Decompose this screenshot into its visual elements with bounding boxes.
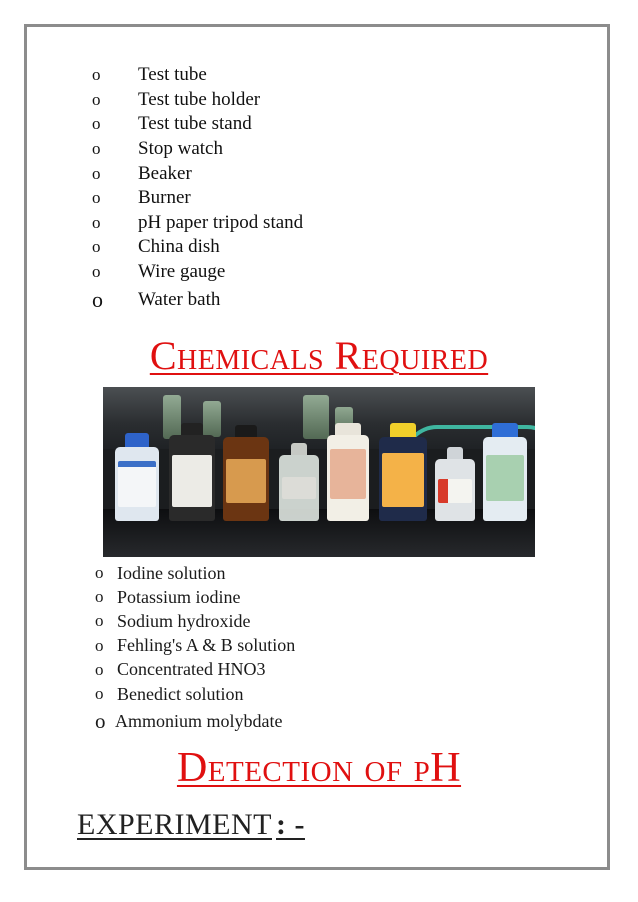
bottle-cap: [492, 423, 518, 437]
bottle-cap: [390, 423, 416, 437]
bullet: o: [95, 659, 104, 679]
bullet: o: [95, 587, 104, 607]
chemical-item: Ammonium molybdate: [115, 710, 283, 731]
bottle: [435, 459, 475, 521]
bottle-cap: [291, 443, 307, 455]
bottle-label: [330, 449, 366, 499]
list-item: [92, 186, 303, 211]
list-item: [95, 706, 295, 736]
chemicals-list: [95, 561, 295, 736]
list-item: [92, 161, 303, 186]
list-item: [92, 63, 303, 88]
bottle: [483, 437, 527, 521]
list-item: [92, 260, 303, 285]
detection-heading: Detection of pH: [176, 745, 462, 791]
list-item: [95, 609, 295, 633]
apparatus-list: [92, 63, 303, 316]
list-item: [92, 235, 303, 260]
list-item: [92, 284, 303, 316]
apparatus-item: China dish: [138, 236, 220, 258]
bottle-cap: [125, 433, 149, 447]
chemical-item: Sodium hydroxide: [117, 610, 251, 631]
list-item: [92, 211, 303, 236]
list-item: [95, 585, 295, 609]
apparatus-item: Wire gauge: [138, 261, 226, 283]
bullet: o: [92, 163, 101, 183]
bottle: [169, 435, 215, 521]
glassware: [203, 401, 221, 437]
apparatus-item: Stop watch: [138, 138, 223, 160]
apparatus-item: Test tube holder: [138, 88, 261, 110]
bottle: [115, 447, 159, 521]
bullet: o: [95, 635, 104, 655]
bottle: [379, 437, 427, 521]
apparatus-item: pH paper tripod stand: [138, 211, 304, 233]
apparatus-item: Test tube stand: [138, 113, 252, 135]
bottle: [279, 455, 319, 521]
bullet: o: [92, 262, 101, 282]
bullet: o: [92, 212, 101, 232]
apparatus-item: Water bath: [138, 289, 221, 311]
list-item: [95, 658, 295, 682]
chemical-item: Benedict solution: [117, 683, 244, 704]
bottle-label: [382, 453, 424, 507]
bullet: o: [92, 114, 101, 134]
bottle-label: [226, 459, 266, 503]
experiment-heading: [77, 808, 305, 842]
bottle-label: [486, 455, 524, 501]
chemical-item: Concentrated HNO3: [117, 659, 266, 680]
bottle-cap: [181, 423, 203, 435]
list-item: [92, 137, 303, 162]
bullet: o: [92, 139, 101, 159]
bullet: o: [95, 563, 104, 583]
bullet: o: [95, 708, 106, 733]
bottle-label: [282, 477, 316, 499]
list-item: [92, 88, 303, 113]
bullet: o: [92, 89, 101, 109]
chemical-item: Fehling's A & B solution: [117, 635, 296, 656]
list-item: [95, 634, 295, 658]
list-item: [95, 561, 295, 585]
list-item: [92, 112, 303, 137]
bullet: o: [92, 188, 101, 208]
bottle-label: [438, 479, 472, 503]
bottle-cap: [447, 447, 463, 459]
experiment-suffix: : -: [276, 808, 305, 841]
glassware: [303, 395, 329, 439]
glassware: [163, 395, 181, 439]
bullet: o: [92, 237, 101, 257]
experiment-label: EXPERIMENT: [77, 808, 272, 841]
bullet: o: [95, 684, 104, 704]
bullet: o: [92, 287, 103, 313]
chemical-item: Potassium iodine: [117, 586, 241, 607]
apparatus-item: Test tube: [138, 64, 207, 86]
list-item: [95, 682, 295, 706]
bottle-cap: [335, 423, 361, 435]
chemicals-photo: [103, 387, 535, 557]
bottle-cap: [235, 425, 257, 437]
apparatus-item: Burner: [138, 187, 191, 209]
chemicals-heading: Chemicals Required: [149, 333, 489, 378]
bottle: [327, 435, 369, 521]
bottle-label: [118, 461, 156, 507]
bullet: o: [95, 611, 104, 631]
bullet: o: [92, 65, 101, 85]
apparatus-item: Beaker: [138, 162, 192, 184]
bottle: [223, 437, 269, 521]
bottle-label: [172, 455, 212, 507]
chemical-item: Iodine solution: [117, 562, 226, 583]
